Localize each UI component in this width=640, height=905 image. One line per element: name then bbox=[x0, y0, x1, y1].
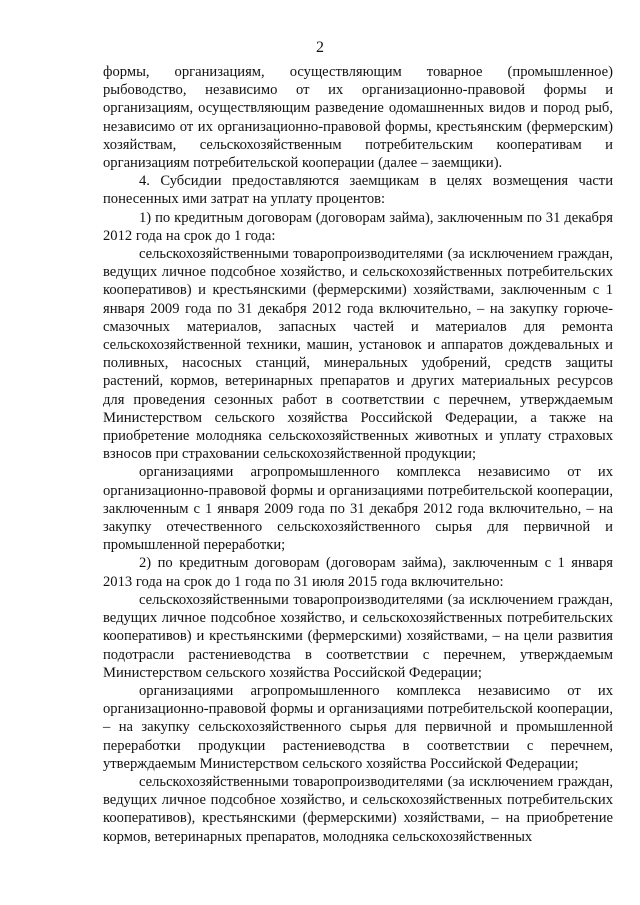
paragraph-subitem-1: 1) по кредитным договорам (договорам займа), заключенным по 31 декабря 2012 года на срок до 1 года: bbox=[103, 209, 613, 244]
paragraph-producers-2009-2012: сельскохозяйственными товаропроизводителями (за исключением граждан, ведущих личное подсобное хозяйство, и сельскохозяйственных потребительских кооперативов) и крестьянскими (фермерскими) хозяйствами, заключенным с 1 января 2009 года по 31 декабря 2012 года включительно, – на закупку горюче-смазочных материалов, запасных частей и материалов для ремонта сельскохозяйственной техники, машин, установок и аппаратов дождевальных и поливных, насосных станций, минеральных удобрений, средств защиты растений, кормов, ветеринарных препаратов и других материальных ресурсов для проведения сезонных работ в соответствии с перечнем, утверждаемым Министерством сельского хозяйства Российской Федерации, а также на приобретение молодняка сельскохозяйственных животных и уплату страховых взносов при страховании сельскохозяйственной продукции; bbox=[103, 246, 613, 463]
paragraph-agro-organizations-raw-materials: организациями агропромышленного комплекса независимо от их организационно-правовой формы и организациями потребительской кооперации, – на закупку сельскохозяйственного сырья для первичной и промышленной переработки продукции растениеводства в соответствии с перечнем, утверждаемым Министерством сельского хозяйства Российской Федерации; bbox=[103, 682, 613, 772]
paragraph-borrowers-list: формы, организациям, осуществляющим товарное (промышленное) рыбоводство, независимо от их организационно-правовой формы и организациям, осуществляющим разведение одомашненных видов и пород рыб, независимо от их организационно-правовой формы, крестьянским (фермерским) хозяйствам, сельскохозяйственным потребительским кооперативам и организациям потребительской кооперации (далее – заемщики). bbox=[103, 64, 613, 172]
paragraph-producers-crop-growing: сельскохозяйственными товаропроизводителями (за исключением граждан, ведущих личное подсобное хозяйство, и сельскохозяйственных потребительских кооперативов) и крестьянскими (фермерскими) хозяйствами, – на цели развития подотрасли растениеводства в соответствии с перечнем, утверждаемым Министерством сельского хозяйства Российской Федерации; bbox=[103, 591, 613, 681]
paragraph-subitem-2: 2) по кредитным договорам (договорам займа), заключенным с 1 января 2013 года на срок до 1 года по 31 июля 2015 года включительно: bbox=[103, 555, 613, 590]
page-number: 2 bbox=[316, 39, 324, 56]
document-body bbox=[103, 63, 613, 846]
paragraph-producers-feed-veterinary: сельскохозяйственными товаропроизводителями (за исключением граждан, ведущих личное подсобное хозяйство, и сельскохозяйственных потребительских кооперативов), крестьянскими (фермерскими) хозяйствами, – на приобретение кормов, ветеринарных препаратов, молодняка сельскохозяйственных bbox=[103, 773, 613, 845]
paragraph-agro-organizations-2009-2012: организациями агропромышленного комплекса независимо от их организационно-правовой формы и организациями потребительской кооперации, заключенным с 1 января 2009 года по 31 декабря 2012 года включительно, – на закупку отечественного сельскохозяйственного сырья для первичной и промышленной переработки; bbox=[103, 464, 613, 554]
paragraph-item-4: 4. Субсидии предоставляются заемщикам в целях возмещения части понесенных ими затрат на уплату процентов: bbox=[103, 173, 613, 208]
